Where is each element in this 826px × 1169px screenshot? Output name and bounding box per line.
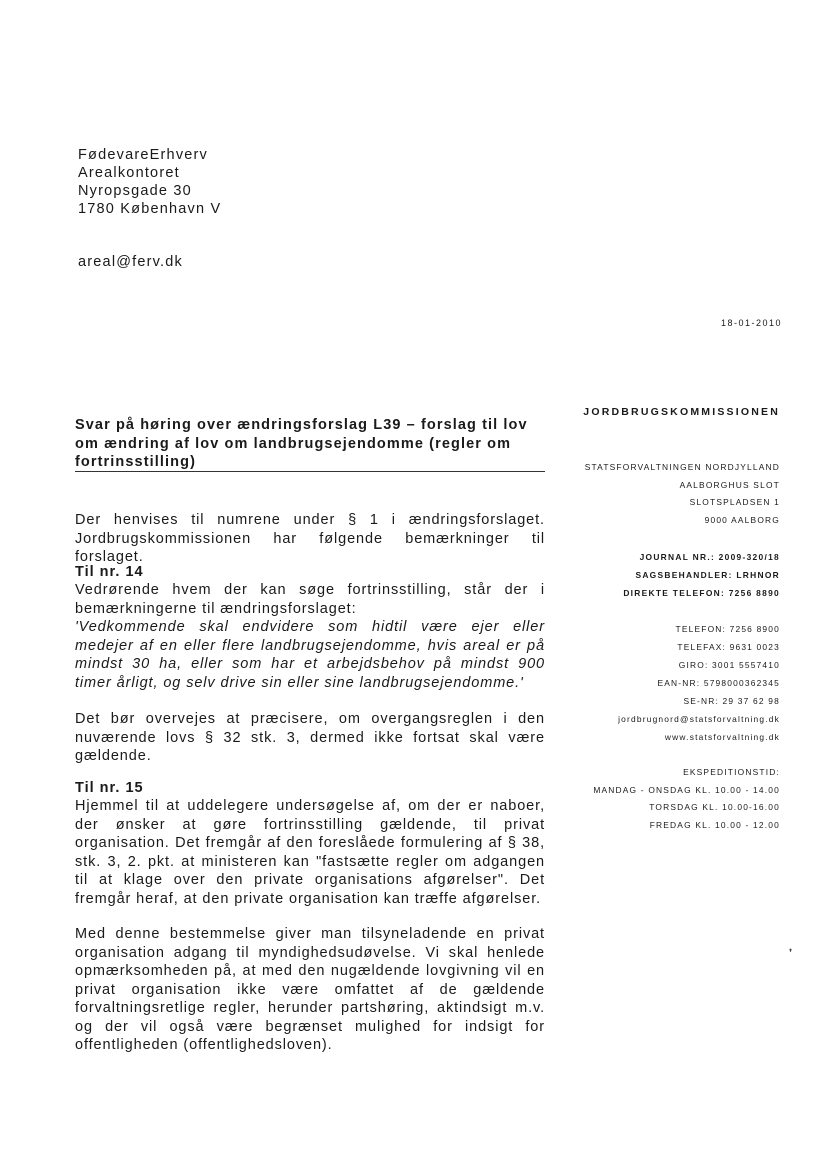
- intro-paragraph: Der henvises til numrene under § 1 i ændringsforslaget. Jordbrugskommissionen har følgende bemærkninger til forslaget.: [75, 512, 545, 565]
- letter-date: 18-01-2010: [720, 318, 782, 328]
- section-heading-15: Til nr. 15: [75, 780, 144, 796]
- phone: TELEFON: 7256 8900: [675, 624, 780, 634]
- opening-hours-title: EKSPEDITIONSTID:: [683, 767, 780, 777]
- opening-hours-line: MANDAG - ONSDAG KL. 10.00 - 14.00: [593, 784, 780, 795]
- section-14-text: Vedrørende hvem der kan søge fortrinsstilling, står der i bemærkningerne til ændringsforslaget:: [75, 582, 545, 617]
- case-handler: SAGSBEHANDLER: LRHNOR: [635, 570, 780, 580]
- scan-mark: ❜: [789, 948, 793, 959]
- journal-number: JOURNAL NR.: 2009-320/18: [639, 552, 780, 562]
- website: www.statsforvaltning.dk: [664, 732, 780, 742]
- contact-info: [618, 620, 780, 746]
- section-15-text-2: Med denne bestemmelse giver man tilsyneladende en privat organisation adgang til myndighedsudøvelse. Vi skal henlede opmærksomheden på, at med den nugældende lovgivning vil en privat organisation ikke være omfattet af de gældende forvaltningsretlige regler, herunder partshøring, aktindsigt m.v. og der vil også være begrænset mulighed for indsigt for offentligheden (offentlighedsloven).: [75, 926, 545, 1053]
- section-15-text: Hjemmel til at uddelegere undersøgelse af, om der er naboer, der ønsker at gøre fortrinsstilling gældende, til privat organisation. Det fremgår af den foreslåede formulering af § 38, stk. 3, 2. pkt. at ministeren kan "fastsætte regler om adgangen til at klage over den private organisations afgørelser". Det fremgår heraf, at den private organisation kan træffe afgørelser.: [75, 798, 545, 907]
- sidebar-address-line: STATSFORVALTNINGEN NORDJYLLAND: [584, 462, 780, 472]
- se-number: SE-NR: 29 37 62 98: [683, 696, 780, 706]
- ean-number: EAN-NR: 5798000362345: [657, 678, 780, 688]
- giro: GIRO: 3001 5557410: [678, 660, 780, 670]
- sidebar-address-line: 9000 AALBORG: [704, 515, 780, 526]
- sidebar-address: [585, 459, 780, 530]
- section-heading-14: Til nr. 14: [75, 564, 144, 580]
- contact-email: jordbrugnord@statsforvaltning.dk: [618, 714, 780, 724]
- fax: TELEFAX: 9631 0023: [677, 642, 780, 652]
- recipient-line: Arealkontoret: [78, 165, 180, 181]
- recipient-address: [78, 146, 221, 218]
- recipient-email: areal@ferv.dk: [78, 254, 184, 270]
- direct-phone: DIREKTE TELEFON: 7256 8890: [623, 588, 780, 598]
- recipient-line: FødevareErhverv: [78, 147, 209, 163]
- case-info: [623, 548, 780, 602]
- opening-hours-line: TORSDAG KL. 10.00-16.00: [649, 802, 780, 812]
- section-14-quote: 'Vedkommende skal endvidere som hidtil være ejer eller medejer af en eller flere landbrugsejendomme, hvis areal er på mindst 30 ha, eller som har et arbejdsbehov på mindst 900 timer årligt, og selv drive sin eller sine landbrugsejendomme.': [75, 619, 545, 691]
- recipient-line: 1780 København V: [78, 201, 222, 217]
- section-14: [75, 581, 545, 766]
- organization-name: JORDBRUGSKOMMISSIONEN: [583, 406, 780, 418]
- sidebar-address-line: AALBORGHUS SLOT: [679, 479, 780, 490]
- letter-subject: Svar på høring over ændringsforslag L39 – forslag til lov om ændring af lov om landbrugsejendomme (regler om fortrinsstilling): [75, 417, 528, 470]
- subject-divider: [75, 471, 545, 472]
- opening-hours-line: FREDAG KL. 10.00 - 12.00: [649, 819, 780, 830]
- recipient-line: Nyropsgade 30: [78, 183, 192, 199]
- opening-hours: [593, 764, 780, 834]
- sidebar-address-line: SLOTSPLADSEN 1: [689, 497, 780, 508]
- section-14-text-2: Det bør overvejes at præcisere, om overgangsreglen i den nuværende lovs § 32 stk. 3, dermed ikke fortsat skal være gældende.: [75, 711, 545, 764]
